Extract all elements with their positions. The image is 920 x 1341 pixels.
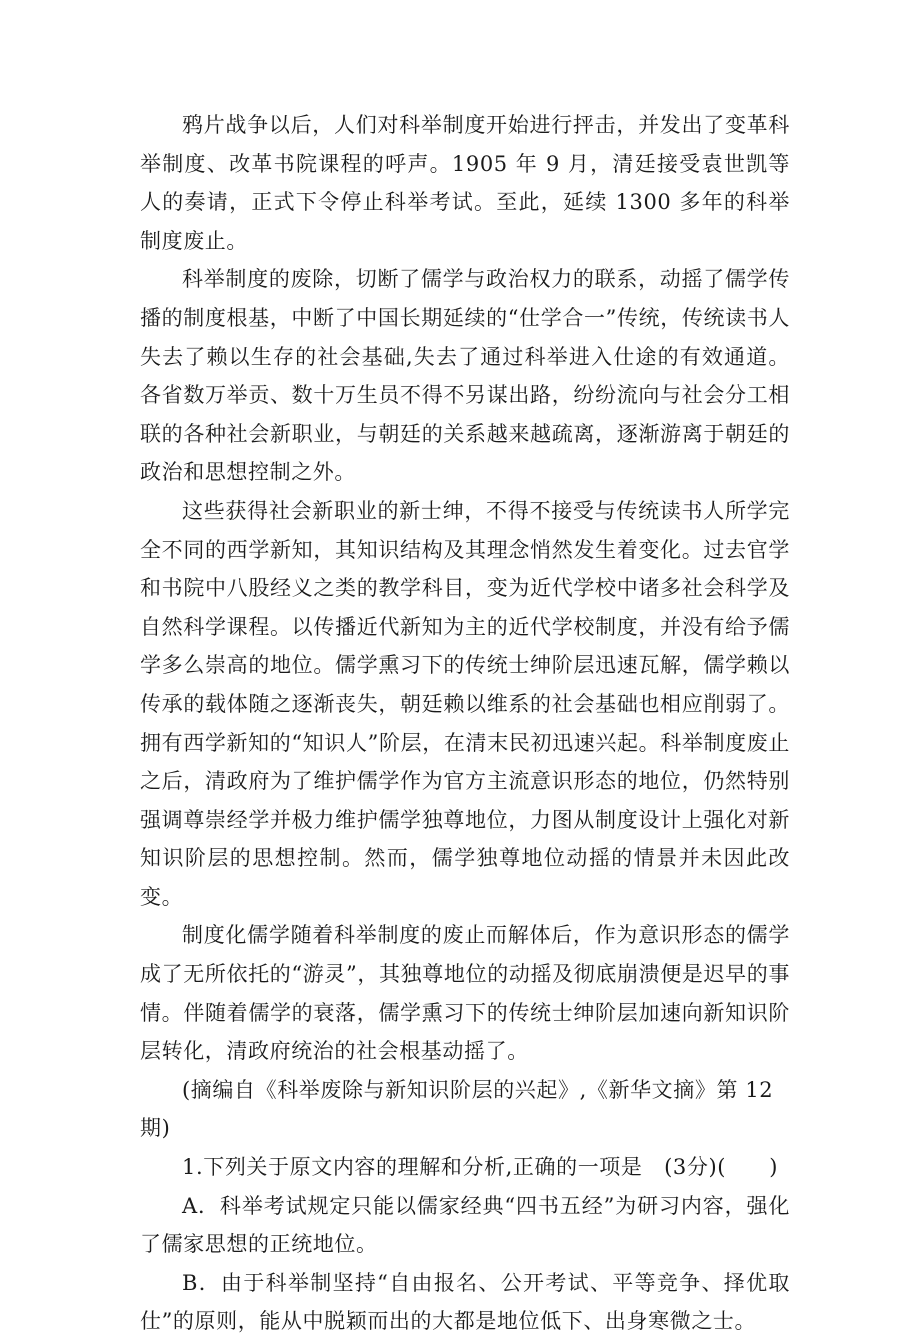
paragraph-2: 科举制度的废除，切断了儒学与政治权力的联系，动摇了儒学传播的制度根基，中断了中国长期延续的“仕学合一”传统，传统读书人失去了赖以生存的社会基础,失去了通过科举进入仕途的有效通道。各省数万举贡、数十万生员不得不另谋出路，纷纷流向与社会分工相联的各种社会新职业，与朝廷的关系越来越疏离，逐渐游离于朝廷的政治和思想控制之外。 [140,267,790,485]
source-citation: (摘编自《科举废除与新知识阶层的兴起》,《新华文摘》第 12 期) [140,1077,774,1141]
option-b: B．由于科举制坚持“自由报名、公开考试、平等竞争、择优取仕”的原则，能从中脱颖而出的大都是地位低下、出身寒微之士。 [140,1270,790,1334]
document-page [140,106,790,1341]
paragraph-4: 制度化儒学随着科举制度的废止而解体后，作为意识形态的儒学成了无所依托的“游灵”，其独尊地位的动摇及彻底崩溃便是迟早的事情。伴随着儒学的衰落，儒学熏习下的传统士绅阶层加速向新知识阶层转化，清政府统治的社会根基动摇了。 [140,923,790,1064]
question-stem: 1.下列关于原文内容的理解和分析,正确的一项是 (3分)( ) [182,1155,779,1180]
paragraph-1: 鸦片战争以后，人们对科举制度开始进行抨击，并发出了变革科举制度、改革书院课程的呼声。1905 年 9 月，清廷接受袁世凯等人的奏请，正式下令停止科举考试。至此，延续 1300 多年的科举制度废止。 [140,113,790,253]
paragraph-3: 这些获得社会新职业的新士绅，不得不接受与传统读书人所学完全不同的西学新知，其知识结构及其理念悄然发生着变化。过去官学和书院中八股经义之类的教学科目，变为近代学校中诸多社会科学及自然科学课程。以传播近代新知为主的近代学校制度，并没有给予儒学多么崇高的地位。儒学熏习下的传统士绅阶层迅速瓦解，儒学赖以传承的载体随之逐渐丧失，朝廷赖以维系的社会基础也相应削弱了。拥有西学新知的“知识人”阶层，在清末民初迅速兴起。科举制度废止之后，清政府为了维护儒学作为官方主流意识形态的地位，仍然特别强调尊崇经学并极力维护儒学独尊地位，力图从制度设计上强化对新知识阶层的思想控制。然而，儒学独尊地位动摇的情景并未因此改变。 [140,498,790,909]
option-a: A．科举考试规定只能以儒家经典“四书五经”为研习内容，强化了儒家思想的正统地位。 [140,1193,790,1257]
